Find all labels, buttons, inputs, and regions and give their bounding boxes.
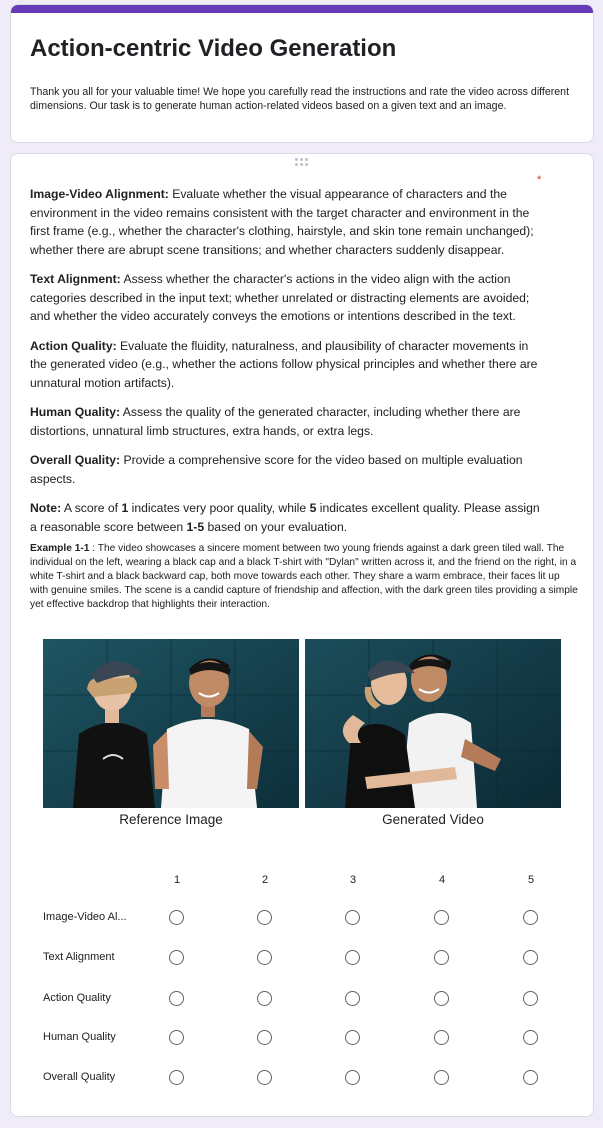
radio-image-video-alignment-5[interactable] [523,910,538,925]
radio-human-quality-2[interactable] [257,1030,272,1045]
radio-overall-quality-5[interactable] [523,1070,538,1085]
radio-action-quality-3[interactable] [345,991,360,1006]
required-asterisk: * [537,174,542,186]
grid-row-label-human-quality: Human Quality [43,1031,116,1043]
form-title: Action-centric Video Generation [30,35,397,62]
grid-column-header-5: 5 [527,874,535,886]
radio-text-alignment-2[interactable] [257,950,272,965]
radio-text-alignment-5[interactable] [523,950,538,965]
radio-human-quality-1[interactable] [169,1030,184,1045]
radio-image-video-alignment-3[interactable] [345,910,360,925]
example-description: Example 1-1 : The video showcases a sincere moment between two young friends against a dark green tiled wall. The individual on the left, wearing a black cap and a black T-shirt with "Dylan" written across it, and the friend on the right, in a white T-shirt and a black backward cap, both move towards each other. They share a warm embrace, their faces lit up with genuine smiles. The scene is a candid capture of friendship and affection, with the dark green tiles providing a simple yet effective backdrop that highlights their interaction. [30,543,578,610]
radio-human-quality-5[interactable] [523,1030,538,1045]
question-instructions [30,185,540,536]
grid-column-header-3: 3 [349,874,357,886]
radio-text-alignment-1[interactable] [169,950,184,965]
radio-overall-quality-3[interactable] [345,1070,360,1085]
radio-human-quality-4[interactable] [434,1030,449,1045]
instruction-note: Note: A score of 1 indicates very poor quality, while 5 indicates excellent quality. Please assign a reasonable score between 1-5 based on your evaluation. [30,501,540,534]
radio-overall-quality-1[interactable] [169,1070,184,1085]
radio-text-alignment-4[interactable] [434,950,449,965]
instruction-overall-quality: Overall Quality: Provide a comprehensive score for the video based on multiple evaluation aspects. [30,453,523,486]
reference-image [43,639,299,808]
radio-action-quality-1[interactable] [169,991,184,1006]
grid-column-header-1: 1 [173,874,181,886]
grid-row-label-action-quality: Action Quality [43,992,111,1004]
instruction-image-video-alignment: Image-Video Alignment: Evaluate whether the visual appearance of characters and the environment in the video remains consistent with the target character and environment in the first frame (e.g., whether the character's clothing, hairstyle, and skin tone remain unchanged); whether there are abrupt scene transitions; and whether characters suddenly disappear. [30,187,534,257]
grid-row-label-image-video-alignment: Image-Video Al... [43,911,127,923]
grid-column-header-4: 4 [438,874,446,886]
header-accent-bar [11,5,593,13]
grid-row-label-overall-quality: Overall Quality [43,1071,116,1083]
question-card [10,153,594,1117]
radio-overall-quality-4[interactable] [434,1070,449,1085]
grid-column-header-2: 2 [261,874,269,886]
radio-text-alignment-3[interactable] [345,950,360,965]
radio-action-quality-4[interactable] [434,991,449,1006]
generated-video-caption: Generated Video [382,812,484,827]
instruction-action-quality: Action Quality: Evaluate the fluidity, naturalness, and plausibility of character movements in the generated video (e.g., whether the actions follow physical principles and whether there are unnatural motion artifacts). [30,338,538,390]
form-description: Thank you all for your valuable time! We hope you carefully read the instructions and rate the video across different dimensions. Our task is to generate human action-related videos based on a given text and an image. [30,86,570,112]
radio-image-video-alignment-4[interactable] [434,910,449,925]
drag-handle-icon[interactable] [295,158,311,168]
radio-image-video-alignment-1[interactable] [169,910,184,925]
form-header-card [10,4,594,143]
radio-overall-quality-2[interactable] [257,1070,272,1085]
radio-action-quality-5[interactable] [523,991,538,1006]
grid-row-label-text-alignment: Text Alignment [43,951,115,963]
instruction-human-quality: Human Quality: Assess the quality of the generated character, including whether there are distortions, unnatural limb structures, extra hands, or extra legs. [30,405,521,438]
generated-video[interactable] [305,639,561,808]
reference-image-caption: Reference Image [119,812,223,827]
instruction-text-alignment: Text Alignment: Assess whether the character's actions in the video align with the action categories described in the input text; whether unrelated or distracting elements are avoided; and whether the video accurately conveys the emotions or intentions described in the text. [30,272,530,323]
radio-action-quality-2[interactable] [257,991,272,1006]
radio-image-video-alignment-2[interactable] [257,910,272,925]
radio-human-quality-3[interactable] [345,1030,360,1045]
